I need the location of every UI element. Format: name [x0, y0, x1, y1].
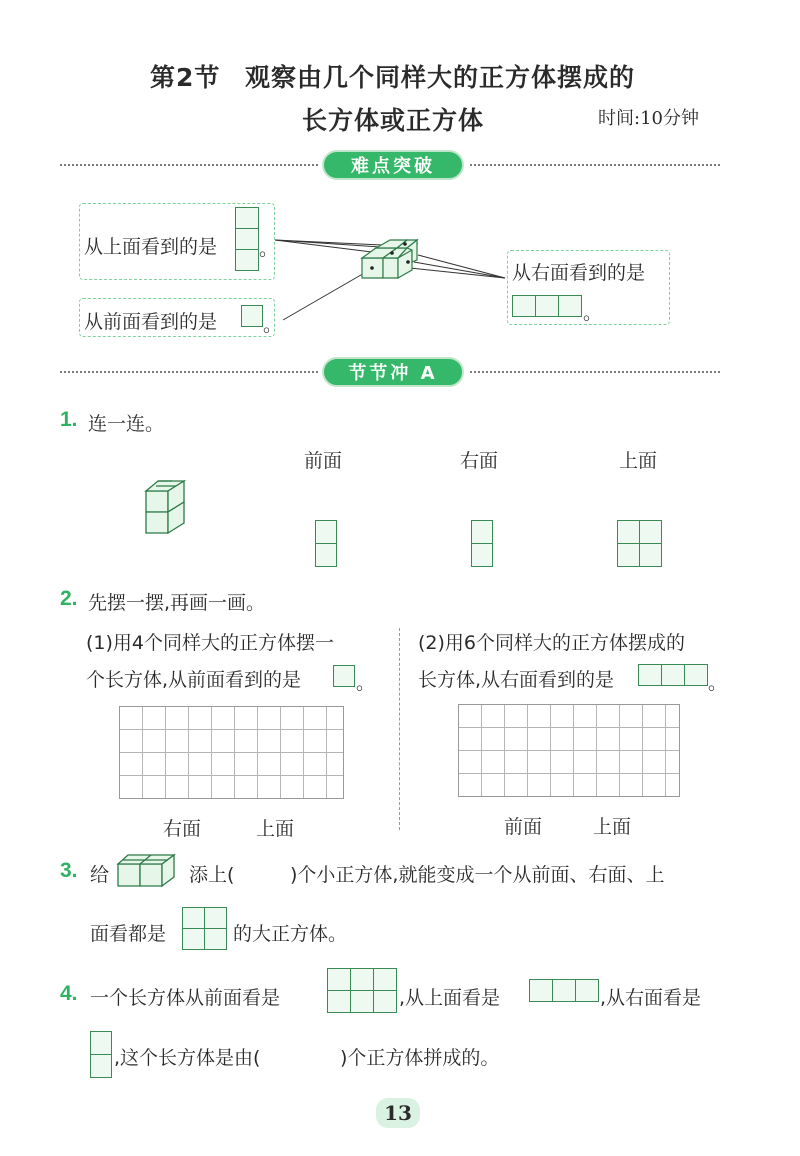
front-view-label: 从前面看到的是 [84, 311, 218, 333]
inline-shape-cell [182, 907, 205, 929]
view-label-right: 右面 [460, 450, 499, 472]
q4-text-b: ,从上面看是 [399, 987, 501, 1009]
grid-label-right: 右面 [163, 818, 202, 840]
inline-shape-cell [373, 990, 397, 1013]
section-number: 第2节 [150, 63, 221, 92]
grid-label-front: 前面 [504, 816, 543, 838]
inline-shape-cell [684, 664, 708, 686]
q3-text-e: 的大正方体。 [233, 923, 348, 945]
period: 。 [259, 238, 279, 260]
right-view-option[interactable] [471, 520, 493, 544]
q4-text-a: 一个长方体从前面看是 [90, 987, 281, 1009]
q2-part2-line2: 长方体,从右面看到的是 [418, 669, 615, 691]
question-number: 3. [60, 859, 78, 882]
inline-shape-cell [327, 968, 351, 991]
period: 。 [708, 672, 728, 694]
inline-shape-cell [575, 979, 599, 1002]
q2-part2-line1: (2)用6个同样大的正方体摆成的 [418, 632, 686, 654]
question-number: 2. [60, 587, 78, 610]
column-separator [399, 628, 400, 830]
two-cube-figure [116, 852, 186, 890]
section-label-practice: 节节冲 A [322, 357, 464, 387]
inline-shape-cell [638, 664, 662, 686]
period: 。 [356, 672, 376, 694]
cube-arrangement-diagram [0, 0, 800, 400]
right-view-label: 从右面看到的是 [512, 262, 646, 284]
inline-shape-cell [529, 979, 553, 1002]
q4-text-c: ,从右面看是 [600, 987, 702, 1009]
inline-shape-cell [350, 968, 374, 991]
time-limit: 时间:10分钟 [598, 108, 699, 129]
grid-label-top: 上面 [256, 818, 295, 840]
q3-text-a: 给 [90, 864, 110, 886]
divider-right [470, 371, 720, 373]
top-view-option[interactable] [639, 520, 662, 544]
inline-shape-cell [90, 1031, 112, 1055]
view-label-front: 前面 [304, 450, 343, 472]
top-view-option[interactable] [639, 543, 662, 567]
right-view-option[interactable] [471, 543, 493, 567]
question-number: 1. [60, 408, 78, 431]
period: 。 [263, 314, 283, 336]
question-text: 连一连。 [88, 413, 165, 435]
inline-shape-cell [350, 990, 374, 1013]
question-number: 4. [60, 982, 78, 1005]
page-title-line2: 长方体或正方体 [302, 106, 485, 135]
period: 。 [583, 302, 603, 324]
grid-label-top: 上面 [593, 816, 632, 838]
drawing-grid-left[interactable] [119, 706, 344, 799]
inline-shape-cell [661, 664, 685, 686]
q2-part1-line1: (1)用4个同样大的正方体摆一 [86, 632, 335, 654]
page-number: 13 [376, 1098, 420, 1128]
q3-text-d: 面看都是 [90, 923, 167, 945]
inline-shape-cell [552, 979, 576, 1002]
inline-shape-cell [373, 968, 397, 991]
front-view-option[interactable] [315, 543, 337, 567]
inline-shape-cell [90, 1054, 112, 1078]
top-view-label: 从上面看到的是 [84, 236, 218, 258]
front-view-option[interactable] [315, 520, 337, 544]
inline-shape-cell [204, 907, 227, 929]
cube-stack-figure [138, 476, 198, 546]
q2-part1-line2: 个长方体,从前面看到的是 [86, 669, 302, 691]
page-title-line1: 观察由几个同样大的正方体摆成的 [245, 63, 636, 92]
q4-text-d: ,这个长方体是由( [114, 1047, 261, 1069]
top-view-option[interactable] [617, 543, 640, 567]
section-label-difficulty: 难点突破 [322, 150, 464, 180]
question-text: 先摆一摆,再画一画。 [88, 592, 266, 614]
inline-square-shape [333, 665, 355, 687]
q4-text-e: )个正方体拼成的。 [340, 1047, 500, 1069]
divider-left [60, 371, 318, 373]
inline-shape-cell [182, 928, 205, 950]
top-view-option[interactable] [617, 520, 640, 544]
view-label-top: 上面 [619, 450, 658, 472]
inline-shape-cell [327, 990, 351, 1013]
q3-text-c: )个小正方体,就能变成一个从前面、右面、上 [290, 864, 665, 886]
inline-shape-cell [204, 928, 227, 950]
q3-text-b: 添上( [189, 864, 235, 886]
drawing-grid-right[interactable] [458, 704, 680, 797]
